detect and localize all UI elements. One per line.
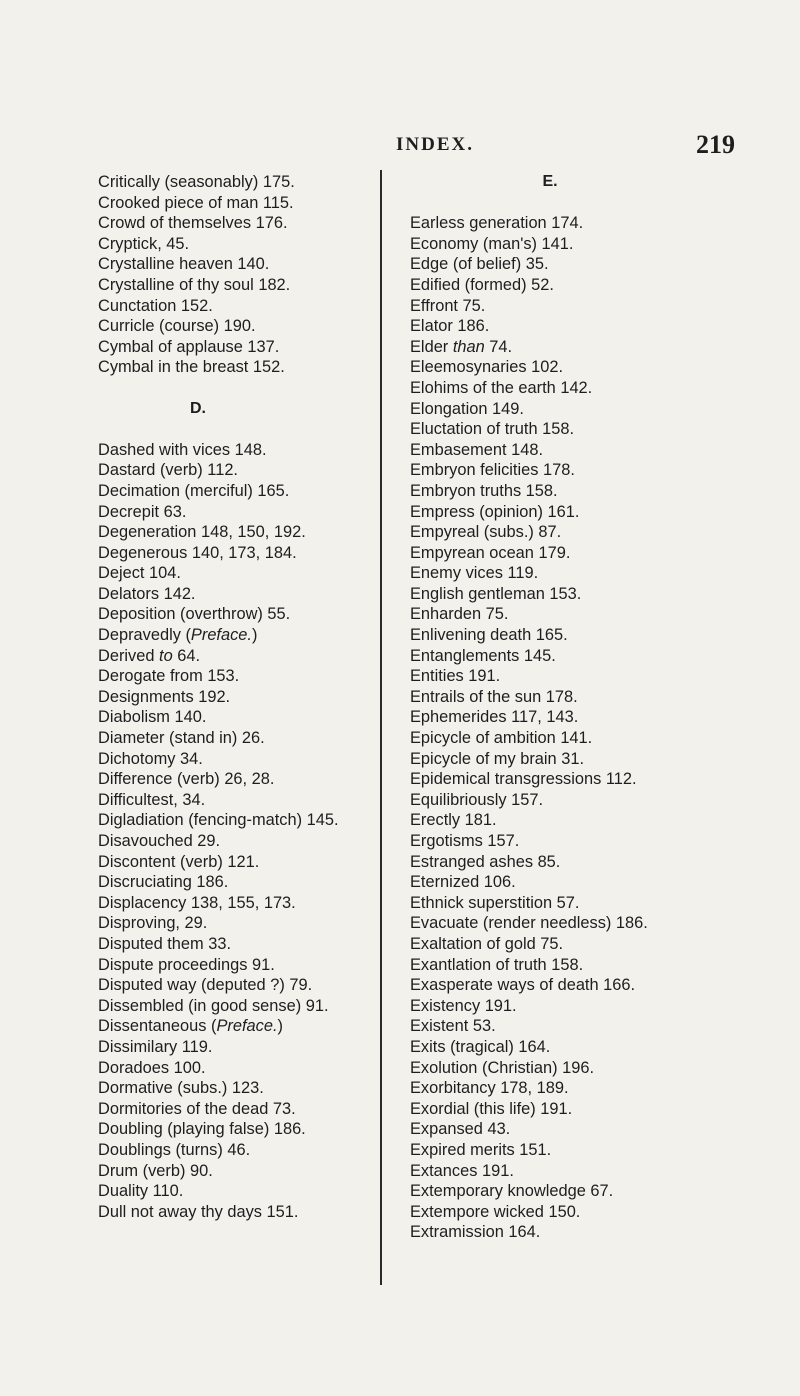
index-entry: Ethnick superstition 57. [410, 893, 580, 912]
index-entry: Elder than 74. [410, 337, 513, 356]
index-entry: Derogate from 153. [98, 667, 240, 686]
index-entry: Deposition (overthrow) 55. [98, 605, 291, 624]
index-entry: Expired merits 151. [410, 1140, 552, 1159]
index-entry: Existency 191. [410, 996, 517, 1015]
index-entry: Disputed way (deputed ?) 79. [98, 976, 313, 995]
index-entry: Economy (man's) 141. [410, 234, 574, 253]
index-entry: Evacuate (render needless) 186. [410, 914, 648, 933]
index-entry: Empyreal (subs.) 87. [410, 523, 562, 542]
index-entry: Eleemosynaries 102. [410, 358, 564, 377]
index-entry: Diameter (stand in) 26. [98, 729, 265, 748]
index-entry: Critically (seasonably) 175. [98, 173, 295, 191]
index-entry: Eternized 106. [410, 873, 516, 892]
index-entry: Dispute proceedings 91. [98, 955, 275, 974]
index-entry: Ephemerides 117, 143. [410, 708, 579, 727]
index-entry: Dissimilary 119. [98, 1037, 213, 1056]
index-entry: Exolution (Christian) 196. [410, 1058, 595, 1077]
section-gap [98, 378, 378, 399]
index-entry: Disavouched 29. [98, 832, 221, 850]
index-entry: Erectly 181. [410, 811, 497, 830]
index-entry: Dichotomy 34. [98, 749, 203, 768]
index-entry: Drum (verb) 90. [98, 1161, 213, 1180]
index-entry: Degenerous 140, 173, 184. [98, 543, 297, 562]
index-entry: Eluctation of truth 158. [410, 420, 575, 439]
index-entry: Epidemical transgressions 112. [410, 770, 637, 789]
index-entry: Dormative (subs.) 123. [98, 1079, 264, 1098]
index-entry: Elongation 149. [410, 399, 524, 418]
index-entry: Exantlation of truth 158. [410, 955, 584, 974]
index-entry: Discontent (verb) 121. [98, 852, 260, 871]
index-entry: Cryptick, 45. [98, 234, 190, 253]
index-entry: Decrepit 63. [98, 502, 187, 521]
index-entry: Dull not away thy days 151. [98, 1202, 299, 1221]
index-column-right [410, 172, 755, 1243]
column-divider [380, 170, 382, 1285]
index-entry: Dastard (verb) 112. [98, 461, 238, 480]
index-entry: Difference (verb) 26, 28. [98, 770, 275, 789]
index-entry: Difficultest, 34. [98, 790, 206, 809]
index-entry: Existent 53. [410, 1017, 496, 1036]
index-entry: Dormitories of the dead 73. [98, 1099, 296, 1118]
index-entry: Elator 186. [410, 317, 490, 336]
index-column-left [98, 172, 378, 1222]
index-entry: Earless generation 174. [410, 214, 584, 233]
index-entry: Embryon truths 158. [410, 481, 558, 500]
index-entry: Empress (opinion) 161. [410, 502, 580, 521]
index-entry: Cymbal of applause 137. [98, 337, 280, 356]
section-gap [410, 193, 755, 214]
index-entry: Doublings (turns) 46. [98, 1140, 251, 1159]
index-entry: Crystalline of thy soul 182. [98, 275, 291, 294]
index-entry: Entities 191. [410, 667, 501, 686]
index-entry: Effront 75. [410, 296, 486, 315]
index-entry: Doubling (playing false) 186. [98, 1120, 306, 1139]
index-entry: Enharden 75. [410, 605, 509, 624]
index-entry: Deject 104. [98, 564, 181, 583]
section-gap [98, 419, 378, 440]
index-entry: Curricle (course) 190. [98, 317, 256, 336]
index-entry: Designments 192. [98, 687, 231, 706]
index-entry: Crooked piece of man 115. [98, 193, 294, 212]
index-entry: Extempore wicked 150. [410, 1202, 581, 1221]
index-entry: Extramission 164. [410, 1223, 541, 1242]
index-entry: Entanglements 145. [410, 646, 556, 665]
index-entry: Delators 142. [98, 584, 196, 603]
index-entry: Epicycle of ambition 141. [410, 729, 593, 748]
index-entry: Cymbal in the breast 152. [98, 358, 285, 377]
index-entry: Extemporary knowledge 67. [410, 1182, 614, 1201]
index-entry: Ergotisms 157. [410, 832, 520, 850]
index-entry: Derived to 64. [98, 646, 201, 665]
index-entry: Dissembled (in good sense) 91. [98, 996, 329, 1015]
index-entry: Expansed 43. [410, 1120, 511, 1139]
index-entry: Depravedly (Preface.) [98, 626, 258, 645]
index-entry: Elohims of the earth 142. [410, 378, 593, 397]
index-entry: Diabolism 140. [98, 708, 207, 727]
section-letter: D. [190, 399, 206, 417]
index-entry: Crowd of themselves 176. [98, 214, 288, 233]
running-title: INDEX. [396, 134, 474, 155]
index-entry: Duality 110. [98, 1182, 184, 1201]
index-entry: Enlivening death 165. [410, 626, 568, 645]
section-letter: E. [542, 173, 558, 190]
index-entry: Edified (formed) 52. [410, 275, 554, 294]
index-entry: Disproving, 29. [98, 914, 208, 933]
index-entry: Exorbitancy 178, 189. [410, 1079, 569, 1098]
index-entry: Estranged ashes 85. [410, 852, 561, 871]
index-entry: Discruciating 186. [98, 873, 229, 892]
index-entry: Embryon felicities 178. [410, 461, 575, 480]
index-entry: Epicycle of my brain 31. [410, 749, 584, 768]
index-entry: Dissentaneous (Preface.) [98, 1017, 283, 1036]
index-entry: English gentleman 153. [410, 584, 582, 603]
index-entry: Extances 191. [410, 1161, 514, 1180]
index-entry: Disputed them 33. [98, 934, 232, 953]
index-entry: Enemy vices 119. [410, 564, 539, 583]
index-entry: Doradoes 100. [98, 1058, 206, 1077]
index-entry: Embasement 148. [410, 440, 544, 459]
index-entry: Edge (of belief) 35. [410, 255, 549, 274]
index-entry: Digladiation (fencing-match) 145. [98, 811, 339, 830]
index-entry: Entrails of the sun 178. [410, 687, 578, 706]
page-number: 219 [696, 130, 735, 159]
index-entry: Exordial (this life) 191. [410, 1099, 573, 1118]
index-entry: Degeneration 148, 150, 192. [98, 523, 306, 542]
index-entry: Empyrean ocean 179. [410, 543, 571, 562]
index-entry: Exasperate ways of death 166. [410, 976, 636, 995]
index-entry: Displacency 138, 155, 173. [98, 893, 296, 912]
index-entry: Equilibriously 157. [410, 790, 544, 809]
index-entry: Exaltation of gold 75. [410, 934, 564, 953]
index-entry: Crystalline heaven 140. [98, 255, 270, 274]
index-entry: Cunctation 152. [98, 296, 213, 315]
index-entry: Exits (tragical) 164. [410, 1037, 551, 1056]
index-entry: Dashed with vices 148. [98, 440, 267, 459]
running-head [0, 130, 800, 164]
index-entry: Decimation (merciful) 165. [98, 481, 290, 500]
